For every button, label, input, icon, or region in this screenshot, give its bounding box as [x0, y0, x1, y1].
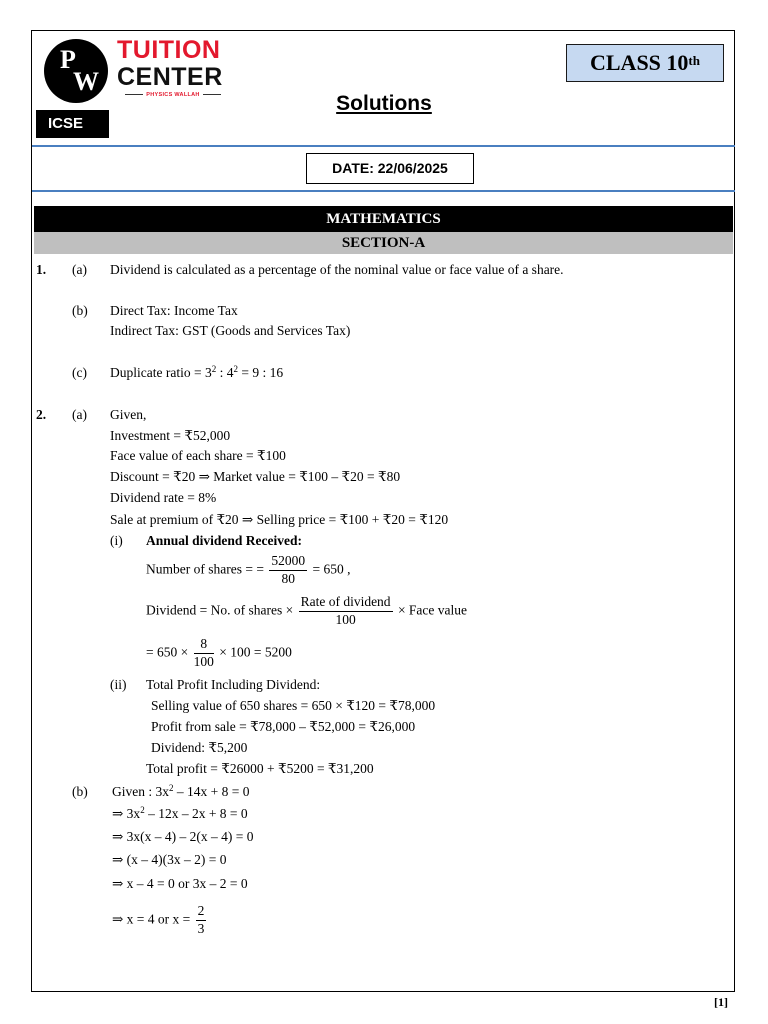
- q2-investment: Investment = ₹52,000: [110, 428, 231, 443]
- q2-a-label: (a): [72, 407, 87, 422]
- q2-shares-den: 80: [281, 570, 295, 586]
- page-title: [0, 92, 768, 116]
- board-badge: ICSE: [36, 110, 109, 138]
- q2-div-post: × Face value: [397, 602, 468, 618]
- q2-given: Given,: [110, 407, 147, 422]
- divider-top: [32, 145, 735, 147]
- q2-b-s6-pre: ⇒ x = 4 or x =: [112, 911, 191, 927]
- q2-calc-num: 8: [194, 637, 214, 654]
- q2-calc-pre: = 650 ×: [146, 644, 189, 660]
- q1-b-label: (b): [72, 303, 88, 318]
- q2-b-s1-pre: Given : 3x: [112, 784, 169, 799]
- q2-calc-fraction: [194, 637, 214, 670]
- q2-face-value: Face value of each share = ₹100: [110, 448, 286, 463]
- q2-ii-line4: Total profit = ₹26000 + ₹5200 = ₹31,200: [146, 761, 374, 776]
- q2-number: 2.: [36, 407, 47, 422]
- q2-i-title: Annual dividend Received:: [146, 533, 303, 548]
- q2-b-step3: ⇒ 3x(x – 4) – 2(x – 4) = 0: [112, 829, 254, 844]
- q2-b-s2-sup: 2: [140, 805, 145, 815]
- q2-sale: Sale at premium of ₹20 ⇒ Selling price = ₹100 + ₹20 = ₹120: [110, 512, 449, 527]
- q1-c-sup2: 2: [233, 364, 238, 374]
- q2-shares-eq: [146, 554, 350, 587]
- q2-b-label: (b): [72, 784, 88, 799]
- q2-b-s6-den: 3: [197, 920, 205, 936]
- q2-dividend-eq: [146, 595, 467, 628]
- q2-div-den: 100: [335, 611, 356, 627]
- q2-discount: Discount = ₹20 ⇒ Market value = ₹100 – ₹20 = ₹80: [110, 469, 401, 484]
- brand-wordmark: [117, 38, 229, 99]
- q1-c-post: = 9 : 16: [237, 365, 284, 380]
- q2-b-s1-post: – 14x + 8 = 0: [173, 784, 250, 799]
- q2-b-step2: [112, 806, 248, 822]
- q2-calc-eq: [146, 637, 292, 670]
- q1-b-line1: Direct Tax: Income Tax: [110, 303, 238, 318]
- q2-b-s6-num: 2: [196, 904, 207, 921]
- q2-b-step1: [112, 784, 249, 800]
- q2-div-num: Rate of dividend: [299, 595, 393, 612]
- q2-div-pre: Dividend = No. of shares ×: [146, 602, 294, 618]
- q2-b-s2-post: – 12x – 2x + 8 = 0: [144, 806, 248, 821]
- logo-letter-w: W: [73, 67, 99, 96]
- brand-line-tuition: TUITION: [117, 36, 221, 64]
- q2-calc-post: × 100 = 5200: [219, 644, 292, 660]
- q2-div-fraction: [299, 595, 393, 628]
- class-box: [566, 44, 724, 82]
- q2-i-label: (i): [110, 533, 123, 548]
- q1-c-sup1: 2: [211, 364, 217, 374]
- date-box: DATE: 22/06/2025: [306, 153, 474, 184]
- q2-b-step5: ⇒ x – 4 = 0 or 3x – 2 = 0: [112, 876, 248, 891]
- brand-line-center: CENTER: [117, 63, 223, 91]
- q1-c-mid: : 4: [216, 365, 234, 380]
- q2-ii-line3: Dividend: ₹5,200: [151, 740, 248, 755]
- q2-ii-title: Total Profit Including Dividend:: [146, 677, 321, 692]
- q1-c-text: [110, 365, 283, 381]
- q2-ii-line2: Profit from sale = ₹78,000 – ₹52,000 = ₹26,000: [151, 719, 416, 734]
- q2-dividend-rate: Dividend rate = 8%: [110, 490, 217, 505]
- q2-shares-pre: Number of shares = =: [146, 561, 264, 577]
- q2-ii-label: (ii): [110, 677, 127, 692]
- q1-a-text: Dividend is calculated as a percentage of the nominal value or face value of a share.: [110, 262, 564, 277]
- q1-b-line2: Indirect Tax: GST (Goods and Services Tax): [110, 323, 351, 338]
- page-number: [1]: [714, 995, 728, 1009]
- q2-b-s2-pre: ⇒ 3x: [112, 806, 141, 821]
- q2-shares-fraction: [269, 554, 307, 587]
- divider-bottom: [32, 190, 735, 192]
- brand-line-physics-wallah: PHYSICS WALLAH: [117, 93, 229, 99]
- q2-b-step6: [112, 904, 208, 937]
- q2-b-step4: ⇒ (x – 4)(3x – 2) = 0: [112, 852, 227, 867]
- class-label: CLASS 10: [590, 50, 689, 75]
- q2-b-s6-fraction: [196, 904, 207, 937]
- q2-ii-line1: Selling value of 650 shares = 650 × ₹120 = ₹78,000: [151, 698, 436, 713]
- q1-c-label: (c): [72, 365, 87, 380]
- q2-shares-post: = 650 ,: [312, 561, 351, 577]
- q2-b-s1-sup: 2: [169, 783, 174, 793]
- section-bar: SECTION-A: [34, 232, 733, 254]
- subject-bar: MATHEMATICS: [34, 206, 733, 232]
- q1-a-label: (a): [72, 262, 87, 277]
- q2-calc-den: 100: [193, 653, 214, 669]
- page-title-text: Solutions: [336, 92, 432, 115]
- q2-shares-num: 52000: [269, 554, 307, 571]
- class-sup: th: [688, 53, 700, 68]
- logo-letter-p: P: [60, 45, 76, 74]
- q1-number: 1.: [36, 262, 47, 277]
- q1-c-pre: Duplicate ratio = 3: [110, 365, 212, 380]
